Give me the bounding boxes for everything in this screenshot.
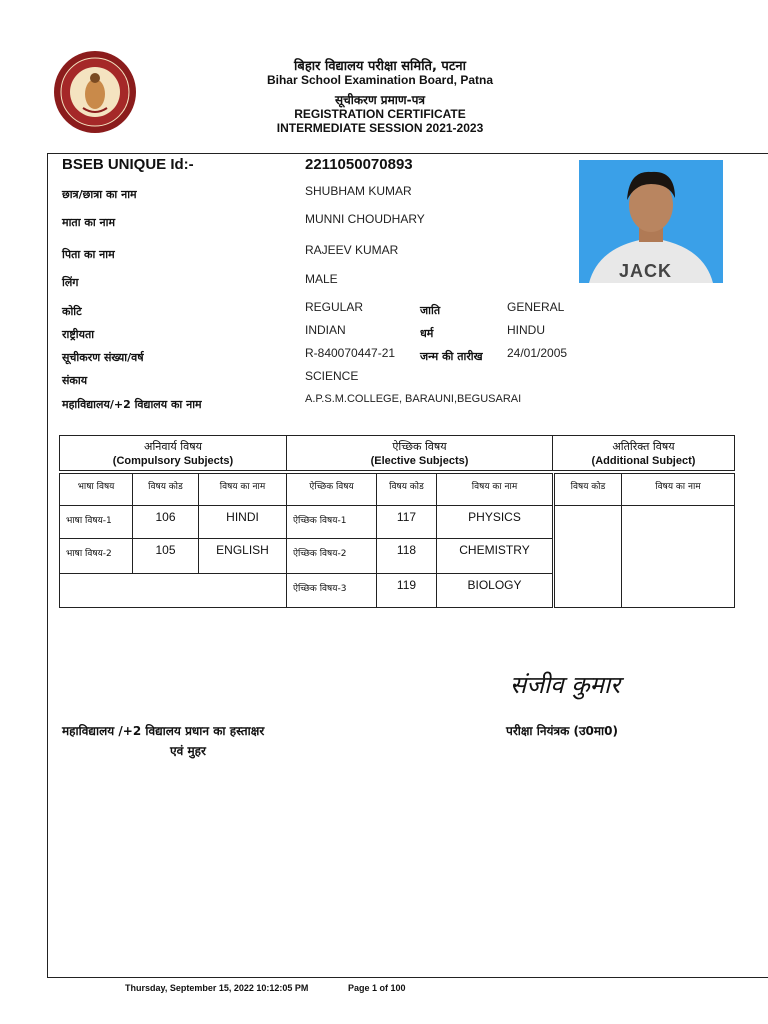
college-label: महाविद्यालय/+2 विद्यालय का नाम xyxy=(62,398,202,411)
mother-label: माता का नाम xyxy=(62,216,116,229)
dob-label: जन्म की तारीख xyxy=(420,350,483,363)
mother-value: MUNNI CHOUDHARY xyxy=(305,212,425,226)
controller-label: परीक्षा नियंत्रक (उ0मा0) xyxy=(506,724,618,738)
category-label: कोटि xyxy=(62,305,82,318)
caste-value: GENERAL xyxy=(507,300,565,314)
compulsory-1-name: HINDI xyxy=(198,505,287,539)
compulsory-header-english: (Compulsory Subjects) xyxy=(112,455,234,467)
category-value: REGULAR xyxy=(305,300,364,314)
gender-value: MALE xyxy=(305,272,338,286)
elective-3-name: BIOLOGY xyxy=(436,573,553,608)
compulsory-2-code: 105 xyxy=(132,538,199,574)
principal-seal-label: एवं मुहर xyxy=(170,744,206,758)
col-subject-code: विषय कोड xyxy=(132,473,199,506)
principal-signature-label: महाविद्यालय /+2 विद्यालय प्रधान का हस्ताक्षर xyxy=(62,724,265,738)
compulsory-2-label: भाषा विषय-2 xyxy=(59,538,133,574)
religion-label: धर्म xyxy=(420,327,434,340)
college-value: A.P.S.M.COLLEGE, BARAUNI,BEGUSARAI xyxy=(305,393,522,405)
additional-code-cell xyxy=(554,505,622,608)
elective-header-english: (Elective Subjects) xyxy=(370,455,469,467)
controller-signature: संजीव कुमार xyxy=(510,671,621,699)
col-elective-code: विषय कोड xyxy=(376,473,437,506)
registration-label: सूचीकरण संख्या/वर्ष xyxy=(62,351,144,364)
elective-1-name: PHYSICS xyxy=(436,505,553,539)
elective-2-label: ऐच्छिक विषय-2 xyxy=(286,538,377,574)
elective-header-hindi: ऐच्छिक विषय xyxy=(392,440,447,453)
dob-value: 24/01/2005 xyxy=(507,346,568,360)
board-name-english: Bihar School Examination Board, Patna xyxy=(266,73,494,87)
photo-shirt-text: JACK xyxy=(619,261,673,281)
father-value: RAJEEV KUMAR xyxy=(305,243,399,257)
col-additional-name: विषय का नाम xyxy=(621,473,735,506)
caste-label: जाति xyxy=(420,304,441,317)
faculty-value: SCIENCE xyxy=(305,369,359,383)
session-title: INTERMEDIATE SESSION 2021-2023 xyxy=(276,121,484,135)
faculty-label: संकाय xyxy=(62,374,88,387)
elective-2-name: CHEMISTRY xyxy=(436,538,553,574)
additional-header-english: (Additional Subject) xyxy=(591,455,696,467)
nationality-label: राष्ट्रीयता xyxy=(62,328,95,341)
name-value: SHUBHAM KUMAR xyxy=(305,184,412,198)
elective-header xyxy=(286,435,553,471)
elective-1-code: 117 xyxy=(376,505,437,539)
page-number: Page 1 of 100 xyxy=(348,983,406,993)
compulsory-1-label: भाषा विषय-1 xyxy=(59,505,133,539)
name-label: छात्र/छात्रा का नाम xyxy=(62,188,137,201)
compulsory-empty-cell xyxy=(59,573,287,608)
compulsory-1-code: 106 xyxy=(132,505,199,539)
additional-name-cell xyxy=(621,505,735,608)
unique-id-label: BSEB UNIQUE Id:- xyxy=(62,156,194,173)
col-language-subject: भाषा विषय xyxy=(59,473,133,506)
religion-value: HINDU xyxy=(507,323,545,337)
elective-1-label: ऐच्छिक विषय-1 xyxy=(286,505,377,539)
gender-label: लिंग xyxy=(62,276,79,289)
col-elective-subject: ऐच्छिक विषय xyxy=(286,473,377,506)
elective-3-label: ऐच्छिक विषय-3 xyxy=(286,573,377,608)
elective-2-code: 118 xyxy=(376,538,437,574)
additional-header xyxy=(552,435,735,471)
registration-value: R-840070447-21 xyxy=(305,346,396,360)
nationality-value: INDIAN xyxy=(305,323,346,337)
father-label: पिता का नाम xyxy=(62,248,115,261)
col-additional-code: विषय कोड xyxy=(554,473,622,506)
board-name-hindi: बिहार विद्यालय परीक्षा समिति, पटना xyxy=(294,59,466,74)
certificate-title-hindi: सूचीकरण प्रमाण-पत्र xyxy=(334,93,426,107)
unique-id-value: 2211050070893 xyxy=(305,156,413,173)
col-subject-name: विषय का नाम xyxy=(198,473,287,506)
compulsory-2-name: ENGLISH xyxy=(198,538,287,574)
elective-3-code: 119 xyxy=(376,573,437,608)
compulsory-header xyxy=(59,435,287,471)
print-timestamp: Thursday, September 15, 2022 10:12:05 PM xyxy=(125,983,309,993)
compulsory-header-hindi: अनिवार्य विषय xyxy=(144,440,202,453)
certificate-title-english: REGISTRATION CERTIFICATE xyxy=(294,107,466,121)
col-elective-name: विषय का नाम xyxy=(436,473,553,506)
board-seal xyxy=(53,50,137,134)
student-photo xyxy=(579,160,723,283)
additional-header-hindi: अतिरिक्त विषय xyxy=(612,440,675,453)
